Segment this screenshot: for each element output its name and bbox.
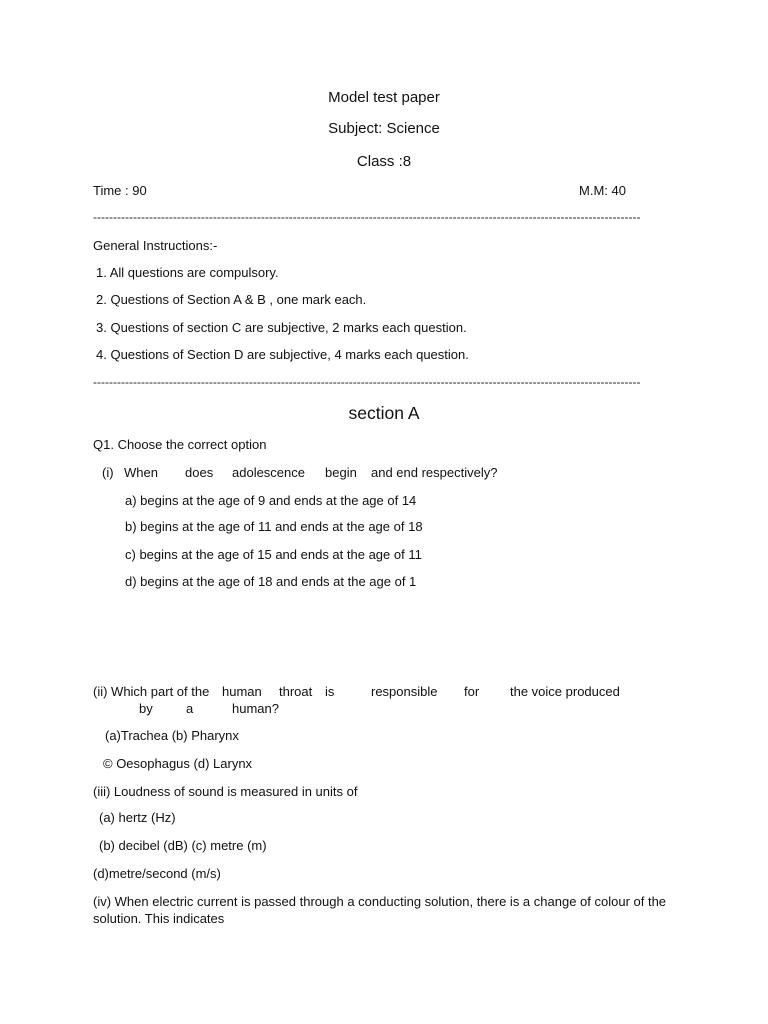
question-word: responsible xyxy=(371,684,438,699)
answer-option: b) begins at the age of 11 and ends at the age of 18 xyxy=(125,519,423,534)
instruction-item: 1. All questions are compulsory. xyxy=(96,265,279,280)
question-word: throat xyxy=(279,684,313,699)
class-line: Class :8 xyxy=(356,153,412,170)
question-number: (i) xyxy=(102,465,114,480)
answer-option: © Oesophagus (d) Larynx xyxy=(103,756,253,771)
answer-option: c) begins at the age of 15 and ends at the age of 11 xyxy=(125,547,422,562)
instructions-heading: General Instructions:- xyxy=(93,238,218,253)
instruction-item: 2. Questions of Section A & B , one mark each. xyxy=(96,292,367,307)
subject-line: Subject: Science xyxy=(328,120,440,137)
q1-label: Q1. Choose the correct option xyxy=(93,437,267,452)
question-word: human xyxy=(222,684,262,699)
question-word: by xyxy=(139,701,153,716)
answer-option: a) begins at the age of 9 and ends at the age of 14 xyxy=(125,493,417,508)
instruction-item: 3. Questions of section C are subjective, 2 marks each question. xyxy=(96,320,467,335)
answer-option: (a)Trachea (b) Pharynx xyxy=(105,728,239,743)
question-word: does xyxy=(185,465,214,480)
answer-option: (d)metre/second (m/s) xyxy=(93,866,221,881)
question-word: human? xyxy=(232,701,279,716)
question-word: begin xyxy=(325,465,357,480)
question-word: for xyxy=(464,684,480,699)
question-stem: (iv) When electric current is passed through a conducting solution, there is a change of colour of the solution. This indicates xyxy=(93,894,667,926)
max-marks-label: M.M: 40 xyxy=(579,183,626,198)
time-label: Time : 90 xyxy=(93,183,147,198)
question-word: and end respectively? xyxy=(371,465,498,480)
question-word: a xyxy=(186,701,194,716)
question-word: (ii) Which part of the xyxy=(93,684,210,699)
divider-bottom: ----------------------------------------------------------------------------------------------------------------------------------------- xyxy=(93,375,641,389)
question-word: adolescence xyxy=(232,465,305,480)
answer-option: (a) hertz (Hz) xyxy=(99,810,176,825)
question-word: the voice produced xyxy=(510,684,620,699)
divider-top: ----------------------------------------------------------------------------------------------------------------------------------------- xyxy=(93,210,641,224)
question-word: is xyxy=(325,684,335,699)
instruction-item: 4. Questions of Section D are subjective, 4 marks each question. xyxy=(96,347,469,362)
question-word: When xyxy=(124,465,158,480)
section-a-title: section A xyxy=(348,403,420,423)
paper-title: Model test paper xyxy=(328,89,440,106)
answer-option: (b) decibel (dB) (c) metre (m) xyxy=(99,838,267,853)
answer-option: d) begins at the age of 18 and ends at the age of 1 xyxy=(125,574,417,589)
question-stem: (iii) Loudness of sound is measured in units of xyxy=(93,784,358,799)
